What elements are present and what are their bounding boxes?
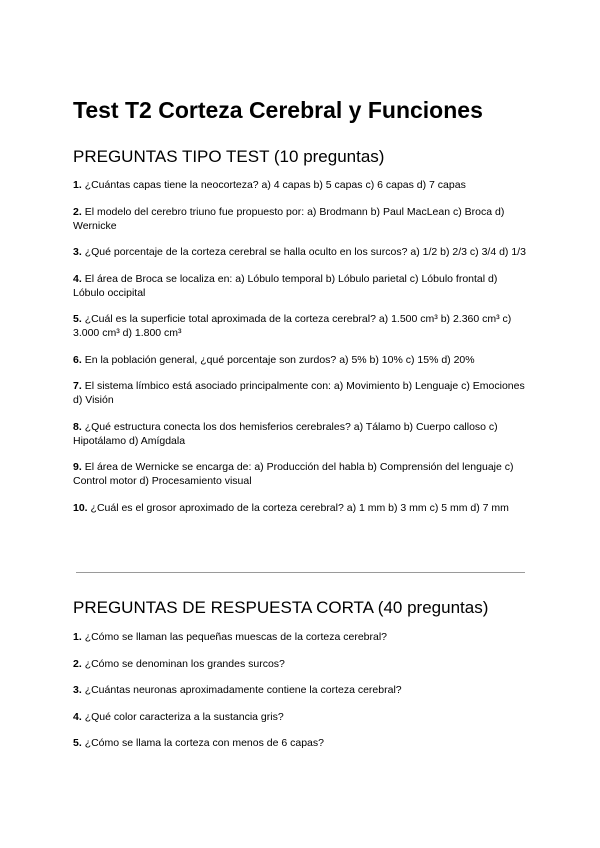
question-item xyxy=(73,460,528,488)
question-number: 1. xyxy=(73,631,82,643)
question-item xyxy=(73,312,528,340)
section-title-short-answer: PREGUNTAS DE RESPUESTA CORTA (40 preguntas) xyxy=(73,598,489,617)
question-item xyxy=(73,736,528,750)
question-number: 4. xyxy=(73,272,82,285)
question-text: ¿Cuál es la superficie total aproximada de la corteza cerebral? a) 1.500 cm³ b) 2.360 cm³ c) 3.000 cm³ d) 1.800 cm³ xyxy=(73,313,512,339)
question-item xyxy=(73,353,528,367)
multiple-choice-question-list xyxy=(73,178,528,527)
question-text: ¿Cuántas neuronas aproximadamente contiene la corteza cerebral? xyxy=(84,684,402,696)
section-title-multiple-choice: PREGUNTAS TIPO TEST (10 preguntas) xyxy=(73,147,385,166)
question-text: ¿Qué porcentaje de la corteza cerebral se halla oculto en los surcos? a) 1/2 b) 2/3 c) 3/4 d) 1/3 xyxy=(84,246,526,258)
question-item xyxy=(73,420,528,448)
question-number: 9. xyxy=(73,461,82,473)
question-number: 8. xyxy=(73,420,82,433)
question-text: ¿Cómo se llaman las pequeñas muescas de la corteza cerebral? xyxy=(84,631,388,643)
question-item xyxy=(73,710,528,724)
question-number: 1. xyxy=(73,179,82,191)
question-item xyxy=(73,630,528,644)
question-text: El área de Broca se localiza en: a) Lóbulo temporal b) Lóbulo parietal c) Lóbulo frontal d) Lóbulo occipital xyxy=(73,272,498,299)
question-item xyxy=(73,657,528,671)
question-text: ¿Qué estructura conecta los dos hemisferios cerebrales? a) Tálamo b) Cuerpo calloso c) Hipotálamo d) Amígdala xyxy=(73,420,498,447)
question-number: 7. xyxy=(73,380,82,392)
question-number: 2. xyxy=(73,205,82,218)
question-number: 3. xyxy=(73,246,82,258)
question-number: 2. xyxy=(73,657,82,670)
question-text: ¿Cuántas capas tiene la neocorteza? a) 4 capas b) 5 capas c) 6 capas d) 7 capas xyxy=(84,179,466,191)
question-text: El modelo del cerebro triuno fue propuesto por: a) Brodmann b) Paul MacLean c) Broca d) Wernicke xyxy=(73,205,505,232)
question-number: 10. xyxy=(73,501,88,514)
question-item xyxy=(73,205,528,233)
question-item xyxy=(73,272,528,300)
question-number: 5. xyxy=(73,737,82,749)
question-item xyxy=(73,245,528,259)
question-text: ¿Qué color caracteriza a la sustancia gris? xyxy=(84,710,284,723)
question-item xyxy=(73,379,528,407)
question-text: ¿Cómo se denominan los grandes surcos? xyxy=(84,657,285,670)
question-item xyxy=(73,178,528,192)
question-text: En la población general, ¿qué porcentaje son zurdos? a) 5% b) 10% c) 15% d) 20% xyxy=(84,353,475,366)
question-number: 5. xyxy=(73,313,82,325)
question-item xyxy=(73,683,528,697)
section-divider xyxy=(76,572,525,573)
short-answer-question-list xyxy=(73,630,528,763)
question-text: El sistema límbico está asociado principalmente con: a) Movimiento b) Lenguaje c) Emociones d) Visión xyxy=(73,380,525,406)
question-number: 3. xyxy=(73,684,82,696)
question-number: 4. xyxy=(73,710,82,723)
document-title: Test T2 Corteza Cerebral y Funciones xyxy=(73,97,483,123)
question-text: ¿Cuál es el grosor aproximado de la corteza cerebral? a) 1 mm b) 3 mm c) 5 mm d) 7 mm xyxy=(90,501,509,514)
question-item xyxy=(73,501,528,515)
question-number: 6. xyxy=(73,353,82,366)
question-text: ¿Cómo se llama la corteza con menos de 6 capas? xyxy=(84,737,324,749)
question-text: El área de Wernicke se encarga de: a) Producción del habla b) Comprensión del lenguaje c) Control motor d) Procesamiento visual xyxy=(73,461,514,487)
